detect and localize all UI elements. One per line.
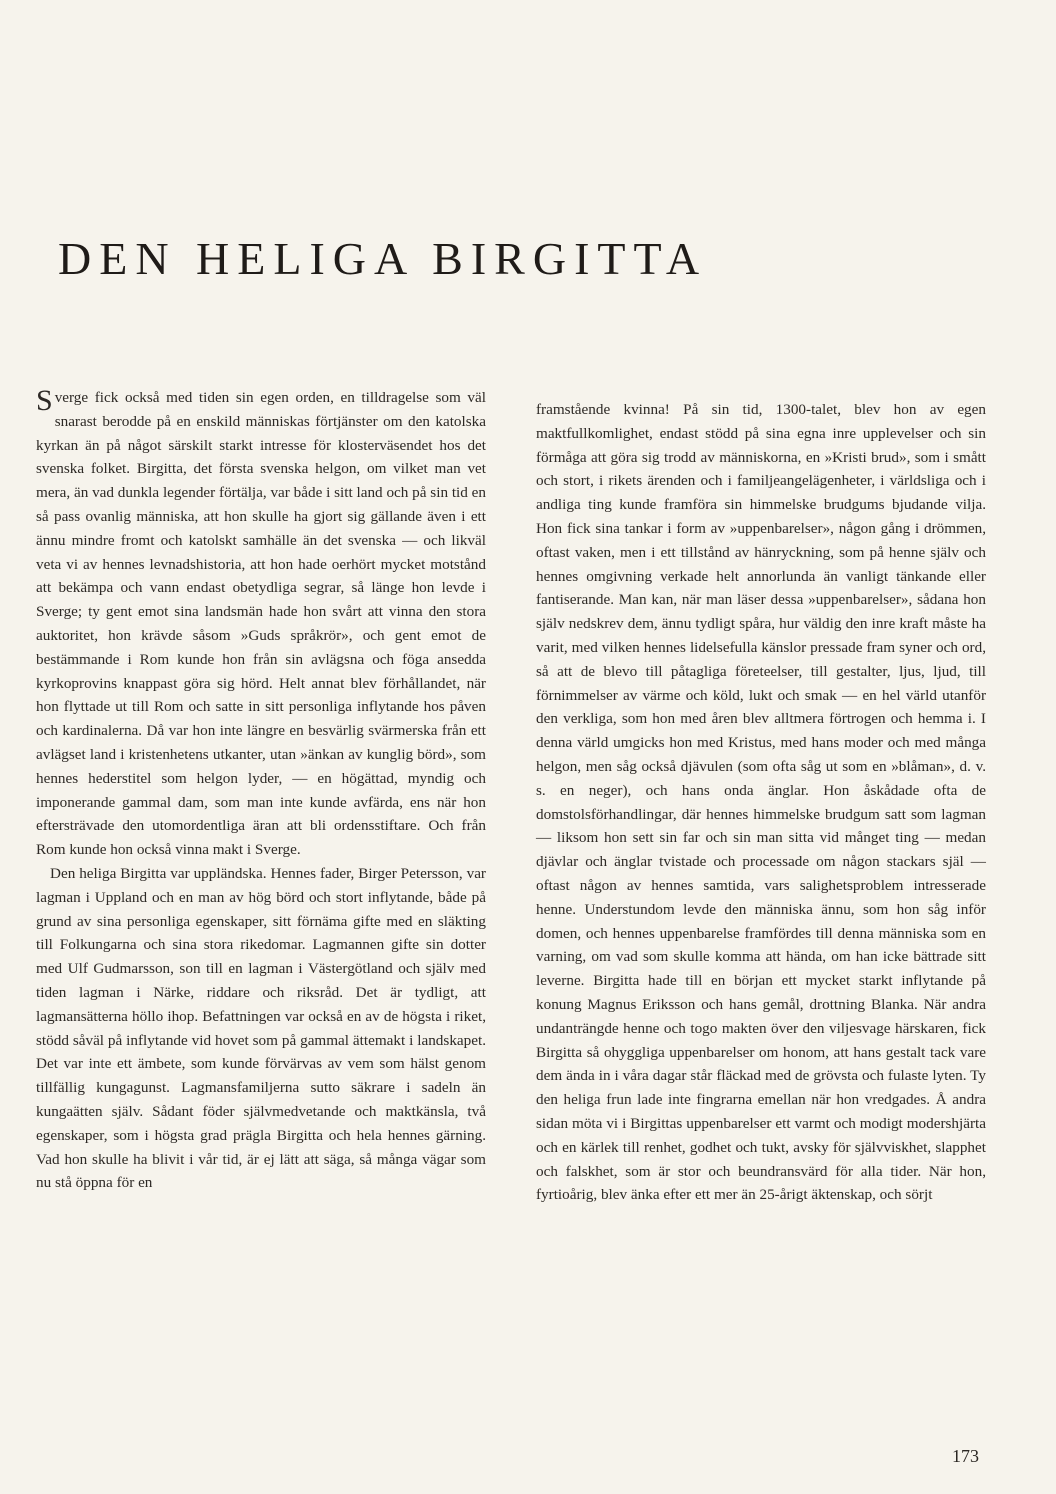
left-paragraph-1 <box>36 386 486 862</box>
page-number: 173 <box>952 1446 979 1466</box>
left-paragraph-1-text: verge fick också med tiden sin egen orden, en tilldragelse som väl snarast berodde på en enskild människas förtjänster om den katolska kyrkan än på något särskilt starkt intresse för klosterväsendet hos det svenska folket. Birgitta, det första svenska helgon, om vilket man vet mera, än vad dunkla legender förtälja, var både i sitt land och på sin tid en så pass ovanlig människa, att hon skulle ha gjort sig gällande även i ett ännu mindre fromt och katolskt samhälle än det svenska — och likväl veta vi av hennes levnadshistoria, att hon hade oerhört mycket motstånd att bekämpa och vann endast obetydliga segrar, så länge hon levde i Sverge; ty gent emot sina landsmän hade hon svårt att vinna den stora auktoritet, hon krävde såsom »Guds språkrör», och gent emot de bestämmande i Rom kunde hon från sin avlägsna och föga ansedda kyrkoprovins knappast göra sig hörd. Helt annat blev förhållandet, när hon flyttade ut till Rom och satte in sitt personliga inflytande hos påven och kardinalerna. Då var hon inte längre en besvärlig svärmerska från ett avlägset land i kristenhetens utkanter, utan »änkan av kunglig börd», som hennes hederstitel som helgon lyder, — en högättad, myndig och imponerande gammal dam, som man inte kunde avfärda, ens när hon eftersträvade den utomordentliga äran att bli ordensstiftare. Och från Rom kunde hon också vinna makt i Sverge. <box>36 389 486 859</box>
right-column <box>536 398 986 1207</box>
chapter-title: DEN HELIGA BIRGITTA <box>58 233 708 284</box>
left-column <box>36 386 486 1195</box>
right-paragraph-1: framstående kvinna! På sin tid, 1300-talet, blev hon av egen maktfullkomlighet, endast stödd på sina egna inre upplevelser och sin förmåga att göra sig trodd av människorna, en »Kristi brud», som i smått och stort, i rikets ärenden och i familjeangelägenheter, i världsliga och i andliga ting kunde framföra sin himmelske brudgums bjudande vilja. Hon fick sina tankar i form av »uppenbarelser», någon gång i drömmen, oftast vaken, men i ett tillstånd av hänryckning, som på henne själv och hennes omgivning verkade helt annorlunda än vanligt tänkande eller fantiserande. Man kan, när man läser dessa »uppenbarelser», sådana hon själv nedskrev dem, ännu tydligt spåra, hur väldig den inre kraft måste ha varit, med vilken hennes lidelsefulla känslor pressade fram syner och ord, så att de blevo till påtagliga företeelser, till gestalter, ljus, ljud, till förnimmelser av värme och köld, lukt och smak — en hel värld utanför den verkliga, som hon med åren blev alltmera förtrogen och hemma i. I denna värld umgicks hon med Kristus, med hans moder och med många helgon, men såg också djävulen (som ofta såg ut som en »blåman», d. v. s. en neger), och hans onda änglar. Hon åskådade ofta de domstolsförhandlingar, där hennes himmelske brudgum satt som lagman — liksom hon sett sin far och sin man sitta vid månget ting — medan djävlar och änglar tvistade och processade om någon stackars själ — oftast någon av hennes samtida, vars salighetsproblem intresserade henne. Understundom levde den människa ännu, som hon såg inför domen, och hennes uppenbarelse framfördes till denna människa som en varning, om vad som skulle komma att hända, om han icke bättrade sitt leverne. Birgitta hade till en början ett mycket starkt inflytande på konung Magnus Eriksson och hans gemål, drottning Blanka. När andra undanträngde henne och togo makten över den viljesvage härskaren, fick Birgitta så ohyggliga uppenbarelser om honom, att hans gestalt tack vare dem ända in i våra dagar står fläckad med de grövsta och fulaste lyten. Ty den heliga frun lade inte fingrarna emellan när hon vredgades. Å andra sidan möta vi i Birgittas uppenbarelser ett varmt och modigt modershjärta och en kärlek till renhet, godhet och tukt, avsky för självviskhet, slapphet och falskhet, som är stor och beundransvärd för alla tider. När hon, fyrtioårig, blev änka efter ett mer än 25-årigt äktenskap, och sörjt <box>536 401 986 1204</box>
left-paragraph-2: Den heliga Birgitta var uppländska. Hennes fader, Birger Petersson, var lagman i Uppland och en man av hög börd och stort inflytande, både på grund av sina personliga egenskaper, sitt förnäma gifte med en släkting till Folkungarna och sina stora rikedomar. Lagmannen gifte sin dotter med Ulf Gudmarsson, son till en lagman i Västergötland och själv med tiden lagman i Närke, riddare och riksråd. Det är tydligt, att lagmansätterna höllo ihop. Befattningen var också en av de högsta i riket, stödd såväl på inflytande vid hovet som på gammal ättemakt i landskapet. Det var inte ett ämbete, som kunde förvärvas av vem som hälst genom tillfällig kungagunst. Lagmansfamiljerna sutto säkrare i sadeln än kungaätten själv. Sådant föder självmedvetande och maktkänsla, två egenskaper, som i högsta grad prägla Birgitta och hela hennes gärning. Vad hon skulle ha blivit i vår tid, är ej lätt att säga, så många vägar som nu stå öppna för en <box>36 864 486 1192</box>
drop-cap: S <box>36 384 53 417</box>
